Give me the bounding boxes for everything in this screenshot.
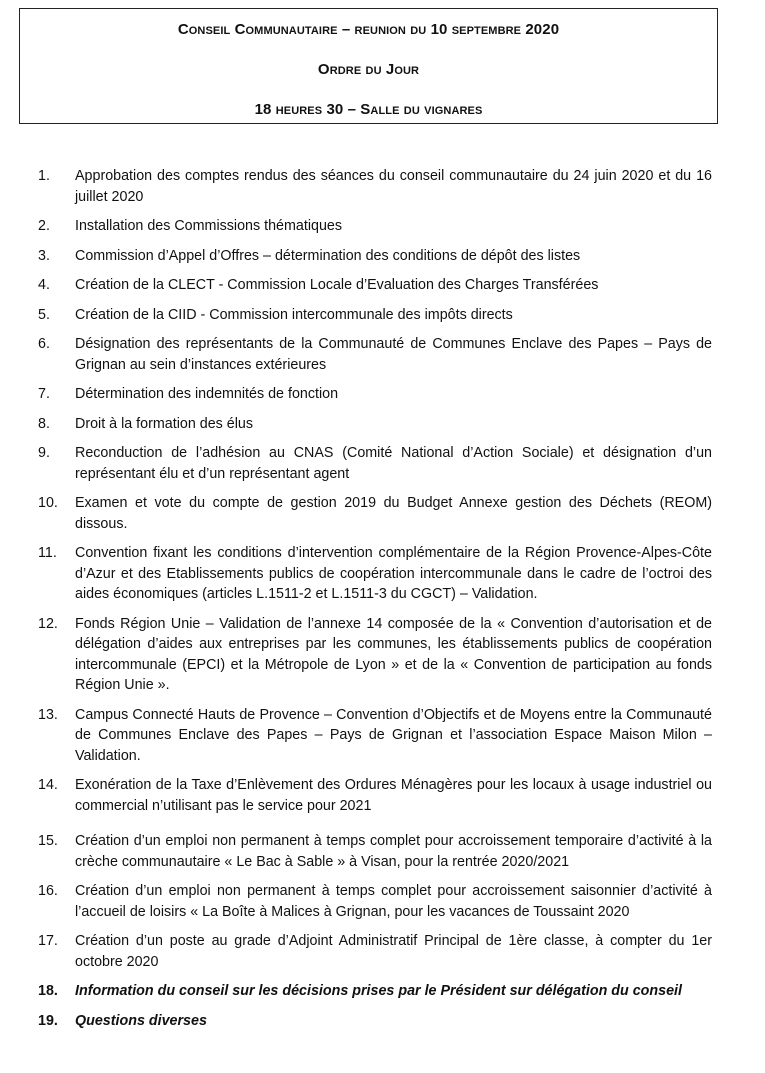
agenda-item [38,831,712,872]
agenda-title: Ordre du Jour [317,61,420,78]
item-text: Création de la CLECT - Commission Locale d’Evaluation des Charges Transférées [75,277,599,293]
agenda-item [38,384,712,405]
item-number: 6. [38,336,50,352]
agenda-item [38,705,712,767]
item-number: 12. [38,615,58,632]
meeting-title: Conseil Communautaire – reunion du 10 septembre 2020 [177,21,560,38]
agenda-item [38,275,712,296]
agenda-list [38,166,712,1040]
agenda-item [38,981,712,1002]
item-text: Fonds Région Unie – Validation de l’annexe 14 composée de la « Convention d’autorisation et de délégation d’aides aux entreprises par les communes, les établissements publics de coopération intercommunale (EPCI) et la Métropole de Lyon » et de la « Convention de participation au fonds Région Unie ». [75,615,712,693]
item-text: Désignation des représentants de la Communauté de Communes Enclave des Papes – Pays de Grignan au sein d’instances extérieures [75,336,712,373]
item-number: 9. [38,445,50,461]
item-number: 8. [38,415,50,432]
item-number: 4. [38,277,50,293]
item-number: 16. [38,883,58,899]
agenda-item [38,246,712,267]
item-number: 5. [38,306,50,323]
item-text: Création de la CIID - Commission intercommunale des impôts directs [75,306,513,323]
agenda-item [38,931,712,972]
item-number: 13. [38,706,58,723]
agenda-item [38,543,712,605]
item-text: Création d’un emploi non permanent à temps complet pour accroissement saisonnier d’activité à l’accueil de loisirs « La Boîte à Malices à Grignan, pour les vacances de Toussaint 2020 [75,883,712,920]
item-number: 7. [38,386,50,402]
agenda-item [38,614,712,696]
agenda-item [38,414,712,435]
item-text: Information du conseil sur les décisions prises par le Président sur délégation du conseil [75,983,682,999]
item-number: 18. [38,983,58,999]
item-number: 19. [38,1012,58,1029]
item-text: Commission d’Appel d’Offres – détermination des conditions de dépôt des listes [75,247,581,264]
agenda-item [38,1011,712,1032]
item-text: Détermination des indemnités de fonction [75,386,339,402]
meeting-time-place: 18 heures 30 – Salle du vignares [254,101,483,118]
agenda-item [38,493,712,534]
agenda-item [38,334,712,375]
agenda-item [38,775,712,816]
item-number: 17. [38,933,58,949]
item-text: Examen et vote du compte de gestion 2019 du Budget Annexe gestion des Déchets (REOM) dissous. [75,495,712,532]
item-number: 1. [38,168,50,184]
agenda-item [38,305,712,326]
item-text: Convention fixant les conditions d’intervention complémentaire de la Région Provence-Alpes-Côte d’Azur et des Etablissements publics de coopération intercommunale dans le cadre de l’octroi des aides économiques (articles L.1511-2 et L.1511-3 du CGCT) – Validation. [75,545,712,602]
item-number: 10. [38,495,58,511]
agenda-item [38,881,712,922]
agenda-item [38,166,712,207]
item-text: Reconduction de l’adhésion au CNAS (Comité National d’Action Sociale) et désignation d’un représentant élu et d’un représentant agent [75,445,712,482]
item-number: 11. [38,545,57,561]
item-number: 3. [38,247,50,264]
agenda-item [38,443,712,484]
header-box [19,8,718,124]
agenda-item [38,216,712,237]
item-text: Campus Connecté Hauts de Provence – Convention d’Objectifs et de Moyens entre la Communauté de Communes Enclave des Papes – Pays de Grignan et l’association Espace Maison Milon – Validation. [75,706,712,764]
item-text: Installation des Commissions thématiques [75,218,342,234]
item-number: 14. [38,777,58,793]
item-text: Approbation des comptes rendus des séances du conseil communautaire du 24 juin 2020 et du 16 juillet 2020 [75,168,712,205]
item-number: 15. [38,833,58,849]
item-text: Exonération de la Taxe d’Enlèvement des Ordures Ménagères pour les locaux à usage industriel ou commercial n’utilisant pas le service pour 2021 [75,777,712,814]
item-number: 2. [38,218,50,234]
item-text: Création d’un poste au grade d’Adjoint Administratif Principal de 1ère classe, à compter du 1er octobre 2020 [75,933,712,970]
item-text: Création d’un emploi non permanent à temps complet pour accroissement temporaire d’activité à la crèche communautaire « Le Bac à Sable » à Visan, pour la rentrée 2020/2021 [75,833,712,870]
item-text: Droit à la formation des élus [75,415,253,432]
item-text: Questions diverses [75,1012,207,1029]
